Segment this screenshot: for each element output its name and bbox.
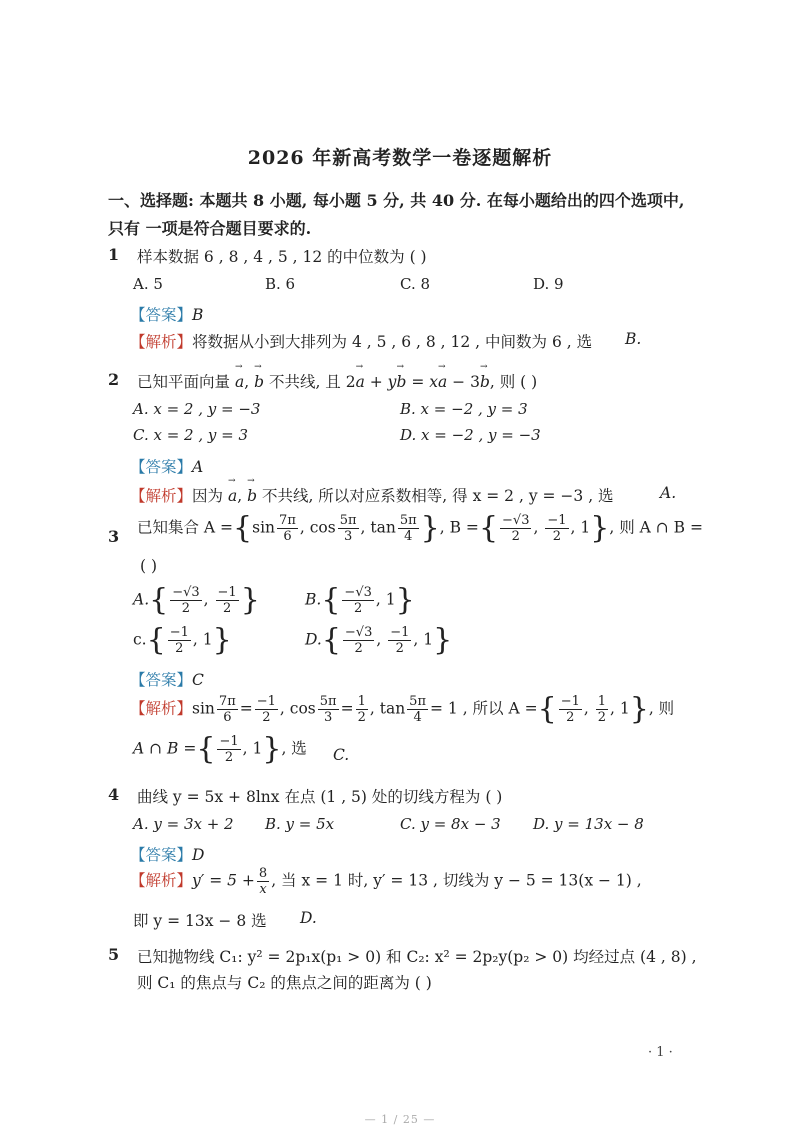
question-number-2: 2 [108, 370, 120, 389]
question-1-answer [130, 303, 203, 325]
question-3-explanation: 【解析】sin $\frac{7\pi}{6}$ = $\frac{-1}{2}$ , cos $\frac{5\pi}{3}$ = $\frac{1}{2}$ , tan $\frac{5\pi}{4}$ = 1 , 所以 A ={ $\frac{-1}{2}$ , $\frac{1}{2}$ , 1}, 则 [130, 691, 675, 727]
question-4-stem: 曲线 y = 5x + 8lnx 在点 (1 , 5) 处的切线方程为 ( ) [137, 788, 503, 806]
question-3-option-c: c.{ $\frac{-1}{2}$ , 1} [133, 622, 232, 658]
question-1-option-d: D. 9 [533, 275, 564, 293]
question-3-explanation-line2: A ∩ B ={ $\frac{-1}{2}$ , 1}, 选 [133, 731, 307, 767]
question-4-explanation-choice: D. [300, 909, 317, 927]
question-1-stem: 样本数据 6 , 8 , 4 , 5 , 12 的中位数为 ( ) [137, 248, 427, 266]
explanation-label: 【解析】 [130, 333, 193, 351]
question-2-answer [130, 455, 203, 477]
explanation-label: 【解析】 [130, 487, 193, 505]
question-4-option-d: D. y = 13x − 8 [533, 815, 644, 833]
question-2-option-c: C. x = 2 , y = 3 [133, 426, 249, 444]
question-3-option-b: B.{ $\frac{-√3}{2}$ , 1} [305, 582, 415, 618]
question-1-explanation [130, 330, 592, 352]
question-1-option-c: C. 8 [400, 275, 431, 293]
question-1-option-a: A. 5 [133, 275, 163, 293]
answer-value: B [192, 306, 204, 324]
question-2-option-d: D. x = −2 , y = −3 [400, 426, 541, 444]
section-heading-line1: 一、选择题: 本题共 8 小题, 每小题 5 分, 共 40 分. 在每小题给出的四个选项中, [108, 191, 685, 210]
explanation-label: 【解析】 [130, 871, 193, 890]
question-number-5: 5 [108, 945, 120, 964]
question-number-3: 3 [108, 527, 120, 546]
question-4-explanation: 【解析】y′ = 5 + $\frac{8}{x}$ , 当 x = 1 时, y′ = 13 , 切线为 y − 5 = 13(x − 1) , [130, 866, 642, 897]
question-3-explanation-choice: C. [333, 746, 350, 764]
question-1-explanation-choice: B. [625, 330, 642, 348]
question-3-option-a: A.{ $\frac{-√3}{2}$ , $\frac{-1}{2}$ } [133, 582, 260, 618]
question-1-option-b: B. 6 [265, 275, 296, 293]
question-3-answer [130, 668, 204, 690]
explanation-text: 将数据从小到大排列为 4 , 5 , 6 , 8 , 12 , 中间数为 6 , 选 [192, 333, 593, 351]
answer-value: D [192, 846, 205, 864]
explanation-label: 【解析】 [130, 699, 193, 718]
question-4-option-a: A. y = 3x + 2 [133, 815, 234, 833]
answer-label: 【答案】 [130, 671, 193, 689]
question-3-stem: 已知集合 A ={sin $\frac{7\pi}{6}$ , cos $\frac{5\pi}{3}$ , tan $\frac{5\pi}{4}$ }, B ={ $\frac{-√3}{2}$ , $\frac{-1}{2}$ , 1}, 则 A ∩ B = [137, 510, 703, 546]
answer-label: 【答案】 [130, 458, 193, 476]
answer-label: 【答案】 [130, 846, 193, 864]
page-count: — 1 / 25 — [364, 1113, 436, 1126]
answer-value: A [192, 458, 204, 476]
question-3-option-d: D.{ $\frac{-√3}{2}$ , $\frac{-1}{2}$ , 1} [305, 622, 453, 658]
question-2-option-a: A. x = 2 , y = −3 [133, 400, 261, 418]
question-4-option-b: B. y = 5x [265, 815, 335, 833]
page-number: · 1 · [648, 1045, 673, 1060]
question-2-option-b: B. x = −2 , y = 3 [400, 400, 528, 418]
question-number-1: 1 [108, 245, 120, 264]
question-2-stem: 已知平面向量 → a, → b 不共线, 且 2→ a + y→ b = x→ a − 3→ b, 则 ( ) [137, 370, 537, 392]
question-5-stem-line1: 已知抛物线 C₁: y² = 2p₁x(p₁ > 0) 和 C₂: x² = 2p₂y(p₂ > 0) 均经过点 (4 , 8) , [137, 948, 697, 966]
question-2-explanation-choice: A. [660, 484, 677, 502]
question-4-option-c: C. y = 8x − 3 [400, 815, 501, 833]
answer-label: 【答案】 [130, 306, 193, 324]
section-heading-line2: 只有 一项是符合题目要求的. [108, 219, 312, 238]
question-3-paren: ( ) [140, 557, 158, 575]
answer-value: C [192, 671, 204, 689]
page-title: 2026 年新高考数学一卷逐题解析 [247, 147, 553, 169]
question-4-answer [130, 843, 204, 865]
question-number-4: 4 [108, 785, 120, 804]
question-5-stem-line2: 则 C₁ 的焦点与 C₂ 的焦点之间的距离为 ( ) [137, 974, 432, 992]
question-4-explanation-line2: 即 y = 13x − 8 选 [133, 912, 267, 930]
question-2-explanation: 【解析】因为 → a, → b 不共线, 所以对应系数相等, 得 x = 2 , y = −3 , 选 [130, 484, 614, 506]
